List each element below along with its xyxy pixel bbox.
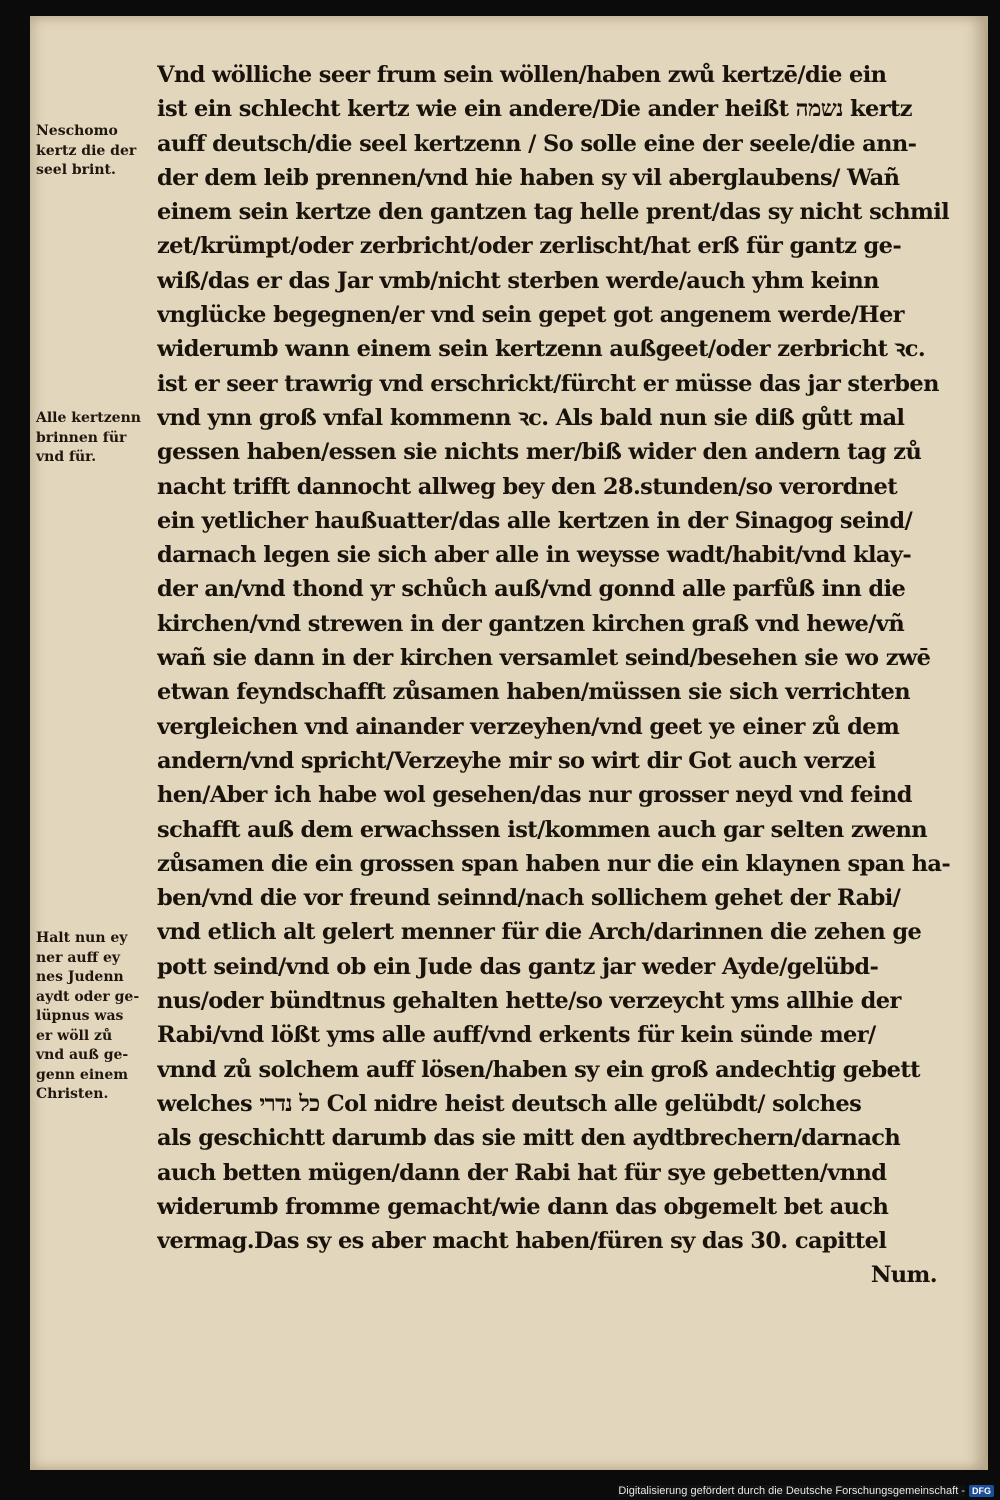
text-line: einem sein kertze den gantzen tag helle prent/das sy nicht schmil xyxy=(157,199,950,226)
text-line: schafft auß dem erwachssen ist/kommen auch gar selten zwenn xyxy=(157,816,928,843)
gloss-line: vnd auß ge- xyxy=(36,1047,129,1063)
text-line: der dem leib prennen/vnd hie haben sy vil aberglaubens/ Wañ xyxy=(157,164,900,191)
marginal-gloss xyxy=(36,409,154,468)
text-line: welches כל נדרי Col nidre heist deutsch alle gelübdt/ solches xyxy=(157,1090,862,1117)
gloss-line: brinnen für xyxy=(36,429,127,446)
text-line: ist er seer trawrig vnd erschrickt/fürcht er müsse das jar sterben xyxy=(157,370,939,397)
gloss-line: ner auff ey xyxy=(36,949,120,966)
text-line: zůsamen die ein grossen span haben nur die ein klaynen span ha- xyxy=(157,850,951,877)
marginal-gloss xyxy=(36,122,154,181)
gloss-line: Halt nun ey xyxy=(36,930,128,946)
text-line: nus/oder bündtnus gehalten hette/so verzeycht yms allhie der xyxy=(157,988,901,1015)
text-line: nacht trifft dannocht allweg bey den 28.stunden/so verordnet xyxy=(157,473,897,500)
gloss-line: genn einem xyxy=(36,1066,129,1083)
body-text xyxy=(157,58,957,1293)
text-line: ben/vnd die vor freund seinnd/nach sollichem gehet der Rabi/ xyxy=(157,885,901,912)
text-line: gessen haben/essen sie nichts mer/biß wider den andern tag zů xyxy=(157,439,922,466)
text-line: als geschichtt darumb das sie mitt den aydtbrechern/darnach xyxy=(157,1125,901,1152)
text-line: vergleichen vnd ainander verzeyhen/vnd geet ye einer zů dem xyxy=(157,713,900,740)
text-line: wiß/das er das Jar vmb/nicht sterben werde/auch yhm keinn xyxy=(157,267,879,294)
text-line: Rabi/vnd lößt yms alle auff/vnd erkents für kein sünde mer/ xyxy=(157,1022,876,1049)
dfg-logo: DFG xyxy=(969,1485,994,1497)
text-line: hen/Aber ich habe wol gesehen/das nur grosser neyd vnd feind xyxy=(157,782,912,809)
text-line: vermag.Das sy es aber macht haben/füren sy das 30. capittel xyxy=(157,1228,887,1255)
gloss-line: er wöll zů xyxy=(36,1027,113,1044)
text-line: darnach legen sie sich aber alle in weysse wadt/habit/vnd klay- xyxy=(157,542,912,569)
gloss-line: Christen. xyxy=(36,1086,109,1102)
text-line: etwan feyndschafft zůsamen haben/müssen sie sich verrichten xyxy=(157,679,911,706)
gloss-line: nes Judenn xyxy=(36,969,124,985)
text-line: andern/vnd spricht/Verzeyhe mir so wirt dir Got auch verzei xyxy=(157,747,876,774)
marginal-gloss xyxy=(36,929,164,1105)
gloss-line: seel brint. xyxy=(36,162,116,178)
gloss-line: lüpnus was xyxy=(36,1008,124,1024)
text-line: zet/krümpt/oder zerbricht/oder zerlischt/hat erß für gantz ge- xyxy=(157,233,902,260)
text-line: auch betten mügen/dann der Rabi hat für sye gebetten/vnnd xyxy=(157,1159,887,1186)
text-line: widerumb fromme gemacht/wie dann das obgemelt bet auch xyxy=(157,1193,889,1220)
text-line: Vnd wölliche seer frum sein wöllen/haben zwů kertzē/die ein xyxy=(157,62,887,88)
text-line: vnd ynn groß vnfal kommenn ꝛc. Als bald nun sie diß gůtt mal xyxy=(157,404,905,431)
gloss-line: vnd für. xyxy=(36,449,97,465)
text-line: wañ sie dann in der kirchen versamlet seind/besehen sie wo zwē xyxy=(157,645,931,672)
text-line: widerumb wann einem sein kertzenn außgeet/oder zerbricht ꝛc. xyxy=(157,336,926,363)
gloss-line: aydt oder ge- xyxy=(36,988,140,1005)
text-line: vnglücke begegnen/er vnd sein gepet got angenem werde/Her xyxy=(157,302,904,329)
text-line: vnnd zů solchem auff lösen/haben sy ein groß andechtig gebett xyxy=(157,1056,920,1083)
text-line: auff deutsch/die seel kertzenn / So solle eine der seele/die ann- xyxy=(157,130,917,157)
text-line: pott seind/vnd ob ein Jude das gantz jar weder Ayde/gelübd- xyxy=(157,953,879,980)
text-line: ein yetlicher haußuatter/das alle kertzen in der Sinagog seind/ xyxy=(157,507,913,534)
text-line: vnd etlich alt gelert menner für die Arch/darinnen die zehen ge xyxy=(157,919,922,946)
digitization-credit: Digitalisierung gefördert durch die Deutsche Forschungsgemeinschaft - xyxy=(618,1485,965,1497)
text-line: kirchen/vnd strewen in der gantzen kirchen graß vnd hewe/vñ xyxy=(157,610,905,637)
footer xyxy=(618,1485,994,1497)
text-line: der an/vnd thond yr schůch auß/vnd gonnd alle parfůß inn die xyxy=(157,576,906,603)
gloss-line: Alle kertzenn xyxy=(36,410,141,426)
gloss-line: kertz die der xyxy=(36,142,137,159)
text-line: ist ein schlecht kertz wie ein andere/Die ander heißt נשמה kertz xyxy=(157,96,912,123)
gloss-line: Neschomo xyxy=(36,123,118,139)
catchword: Num. xyxy=(870,1262,937,1289)
